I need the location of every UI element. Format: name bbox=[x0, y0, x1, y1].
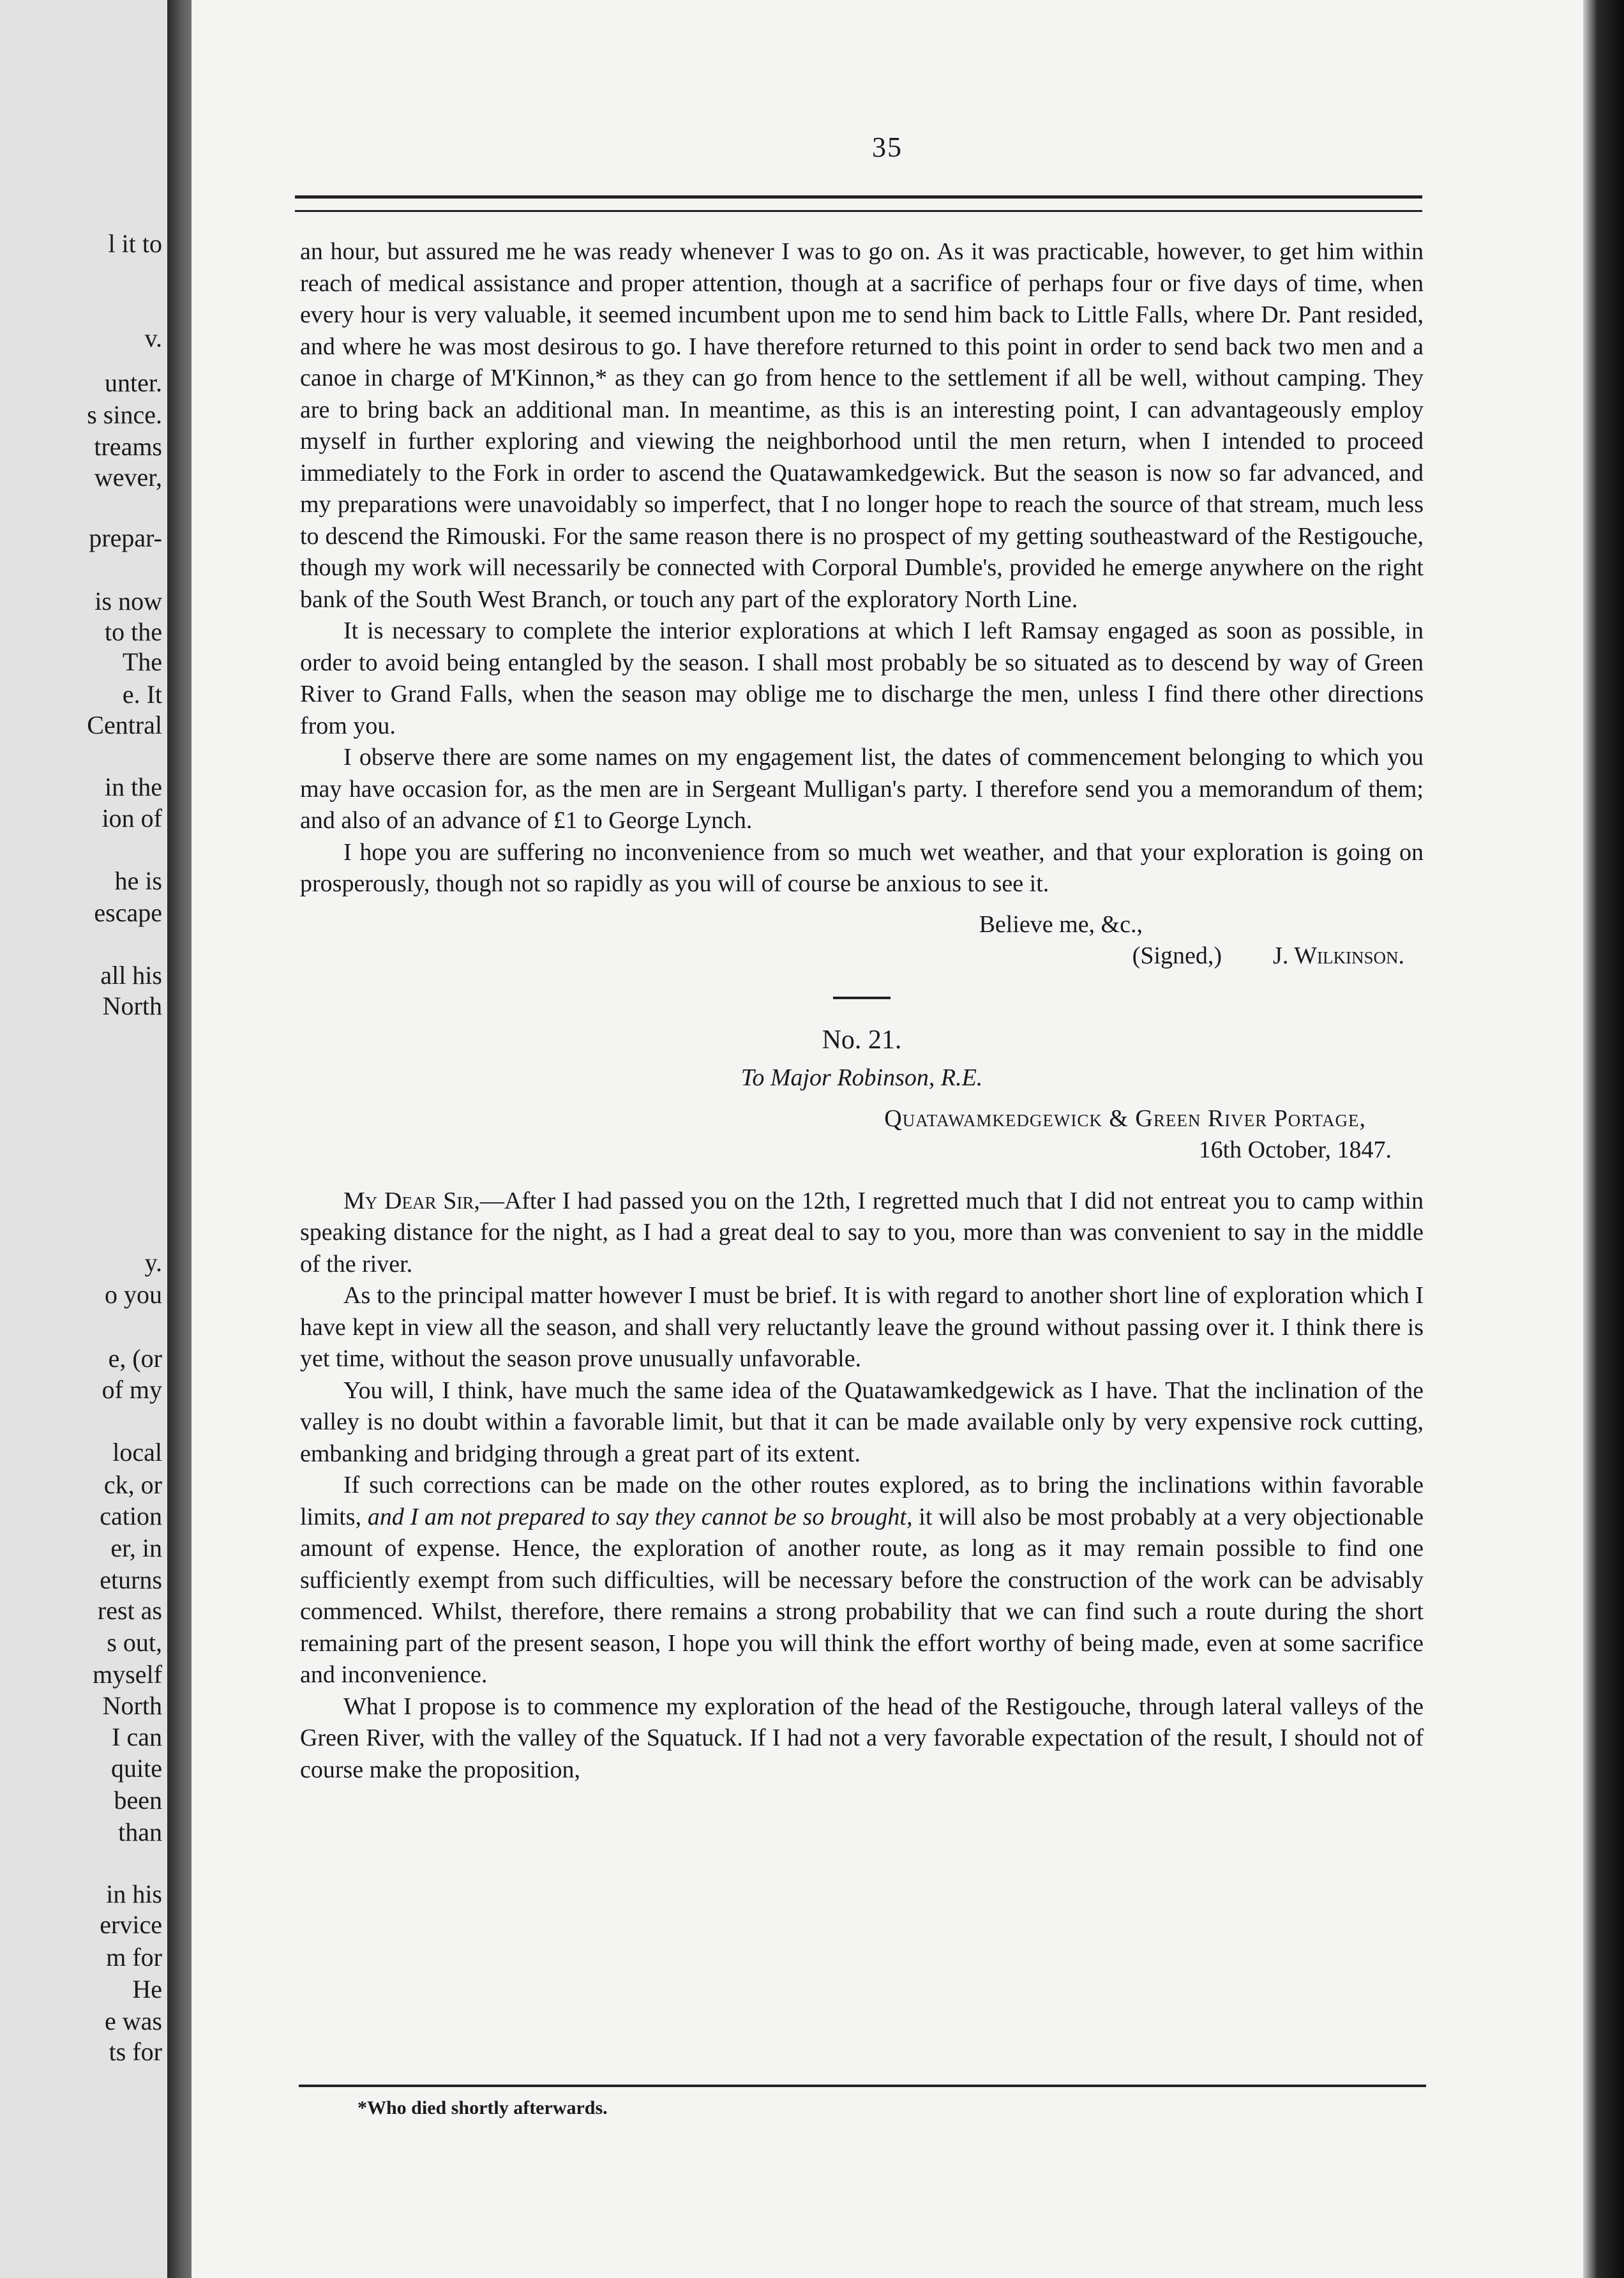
left-page-fragment: s out, bbox=[107, 1628, 162, 1657]
left-page-fragment: is now bbox=[94, 587, 162, 615]
left-page-fragment: ck, or bbox=[103, 1470, 162, 1499]
left-page-fragment: myself bbox=[93, 1660, 162, 1689]
signoff-signature bbox=[300, 940, 1424, 972]
left-page-fragment: to the bbox=[105, 617, 162, 646]
left-page-fragment: unter. bbox=[105, 368, 162, 397]
letter-place: Quatawamkedgewick & Green River Portage, bbox=[884, 1105, 1366, 1132]
paragraph bbox=[300, 1470, 1424, 1691]
left-page-fragment: Central bbox=[87, 711, 162, 739]
left-page-fragment: wever, bbox=[94, 463, 162, 492]
left-page-fragment: he is bbox=[114, 866, 162, 895]
signed-label: (Signed,) bbox=[1132, 942, 1222, 969]
left-page-edge bbox=[0, 0, 167, 2278]
letter-date: 16th October, 1847. bbox=[1198, 1136, 1392, 1163]
left-page-fragment: rest as bbox=[97, 1596, 162, 1625]
left-page-fragment: The bbox=[122, 647, 162, 676]
corrections-text-italic: and I am not prepared to say they cannot be so brought, bbox=[367, 1503, 913, 1530]
left-page-fragment: ervice bbox=[100, 1910, 162, 1939]
left-page-fragment: North bbox=[102, 992, 162, 1020]
header-double-rule bbox=[295, 195, 1422, 212]
left-page-fragment: than bbox=[118, 1818, 162, 1846]
footnote: *Who died shortly afterwards. bbox=[357, 2097, 608, 2118]
left-page-fragment: He bbox=[132, 1975, 162, 2003]
letter-recipient: To Major Robinson, R.E. bbox=[741, 1064, 983, 1091]
first-paragraph-text: —After I had passed you on the 12th, I regretted much that I did not entreat you to camp within speaking distance for the night, as I had a great deal to say to you, more than was convenient to say in the middle of the river. bbox=[300, 1187, 1424, 1278]
paragraph: What I propose is to commence my exploration of the head of the Restigouche, through lateral valleys of the Green River, with the valley of the Squatuck. If I had not a very favorable expectation of the result, I should not of course make the proposition, bbox=[300, 1693, 1424, 1783]
left-page-fragment: er, in bbox=[110, 1534, 162, 1562]
left-page-fragment: eturns bbox=[100, 1565, 162, 1594]
left-page-fragment: e, (or bbox=[108, 1344, 162, 1373]
left-page-fragment: cation bbox=[100, 1502, 162, 1530]
signatory-name: J. Wilkinson. bbox=[1273, 942, 1404, 969]
section-separator bbox=[833, 997, 891, 999]
left-page-fragment: been bbox=[114, 1786, 162, 1814]
left-page-fragment: y. bbox=[144, 1248, 162, 1277]
body-text bbox=[300, 236, 1424, 1786]
paragraph: You will, I think, have much the same idea of the Quatawamkedgewick as I have. That the inclination of the valley is no doubt within a favorable limit, but that it can be made available only by very expensive rock cutting, embanking and bridging through a great part of its extent. bbox=[300, 1377, 1424, 1467]
left-page-fragment: I can bbox=[112, 1723, 162, 1751]
left-page-fragment: local bbox=[112, 1438, 162, 1467]
page bbox=[192, 0, 1583, 2278]
left-page-fragment: e. It bbox=[122, 680, 162, 709]
left-page-fragment: l it to bbox=[108, 229, 162, 258]
left-page-fragment: treams bbox=[94, 432, 162, 461]
paragraph: I hope you are suffering no inconvenience from so much wet weather, and that your exploration is going on prosperously, though not so rapidly as you will of course be anxious to see it. bbox=[300, 838, 1424, 897]
left-page-fragment: North bbox=[102, 1691, 162, 1720]
footnote-rule bbox=[299, 2085, 1426, 2087]
salutation: My Dear Sir, bbox=[343, 1187, 480, 1214]
left-page-fragment: all his bbox=[100, 961, 162, 990]
left-page-fragment: prepar- bbox=[89, 524, 162, 552]
letter-number: No. 21. bbox=[822, 1025, 902, 1055]
left-page-fragment: quite bbox=[111, 1754, 162, 1783]
paragraph: I observe there are some names on my engagement list, the dates of commencement belonging to which you may have occasion for, as the men are in Sergeant Mulligan's party. I therefore send you a memorandum of them; and also of an advance of £1 to George Lynch. bbox=[300, 744, 1424, 834]
left-page-fragment: v. bbox=[144, 324, 162, 352]
paragraph: As to the principal matter however I must be brief. It is with regard to another short line of exploration which I have kept in view all the season, and shall very reluctantly leave the ground without passing over it. I think there is yet time, without the season prove unusually unfavorable. bbox=[300, 1282, 1424, 1372]
left-page-fragment: s since. bbox=[87, 400, 162, 429]
left-page-fragment: ion of bbox=[102, 804, 162, 833]
left-page-fragment: of my bbox=[102, 1375, 162, 1404]
left-page-fragment: o you bbox=[105, 1280, 162, 1309]
right-page-edge bbox=[1583, 0, 1624, 2278]
left-page-fragment: ts for bbox=[109, 2037, 162, 2066]
corrections-text-start: If such corrections can be made on the other routes explored, as to bring the inclinations within favorable limits, bbox=[300, 1472, 1424, 1530]
paragraph bbox=[300, 1186, 1424, 1281]
left-page-fragment: e was bbox=[105, 2007, 162, 2035]
corrections-text-end: it will also be most probably at a very objectionable amount of expense. Hence, the exploration of another route, as long as it may remain possible to find one sufficiently exempt from such difficulties, will be necessary before the construction of the work can be advisably commenced. Whilst, therefore, there remains a strong probability that we can find such a route during the short remaining part of the present season, I hope you will think the effort worthy of being made, even at some sacrifice and inconvenience. bbox=[300, 1503, 1424, 1688]
page-number: 35 bbox=[872, 132, 903, 163]
paragraph: It is necessary to complete the interior explorations at which I left Ramsay engaged as soon as possible, in order to avoid being entangled by the season. I shall most probably be so situated as to descend by way of Green River to Grand Falls, when the season may oblige me to discharge the men, unless I find there other directions from you. bbox=[300, 617, 1424, 739]
left-page-fragment: m for bbox=[106, 1943, 162, 1972]
signoff-believe: Believe me, &c., bbox=[979, 910, 1143, 938]
paragraph: an hour, but assured me he was ready whenever I was to go on. As it was practicable, however, to get him within reach of medical assistance and proper attention, though at a sacrifice of perhaps four or five days of time, when every hour is very valuable, it seemed incumbent upon me to send him back to Little Falls, where Dr. Pant resided, and where he was most desirous to go. I have therefore returned to this point in order to send back two men and a canoe in charge of M'Kinnon,* as they can go from hence to the settlement if all be well, without camping. They are to bring back an additional man. In meantime, as this is an interesting point, I can advantageously employ myself in further exploring and viewing the neighborhood until the men return, when I intended to proceed immediately to the Fork in order to ascend the Quatawamkedgewick. But the season is now so far advanced, and my preparations were unavoidably so imperfect, that I no longer hope to reach the source of that stream, much less to descend the Rimouski. For the same reason there is no prospect of my getting southeastward of the Restigouche, though my work will necessarily be connected with Corporal Dumble's, provided he emerge anywhere on the right bank of the South West Branch, or touch any part of the exploratory North Line. bbox=[300, 238, 1424, 613]
left-page-fragment: escape bbox=[94, 898, 162, 927]
left-page-fragment: in the bbox=[105, 773, 162, 801]
left-page-fragment: in his bbox=[106, 1880, 162, 1908]
